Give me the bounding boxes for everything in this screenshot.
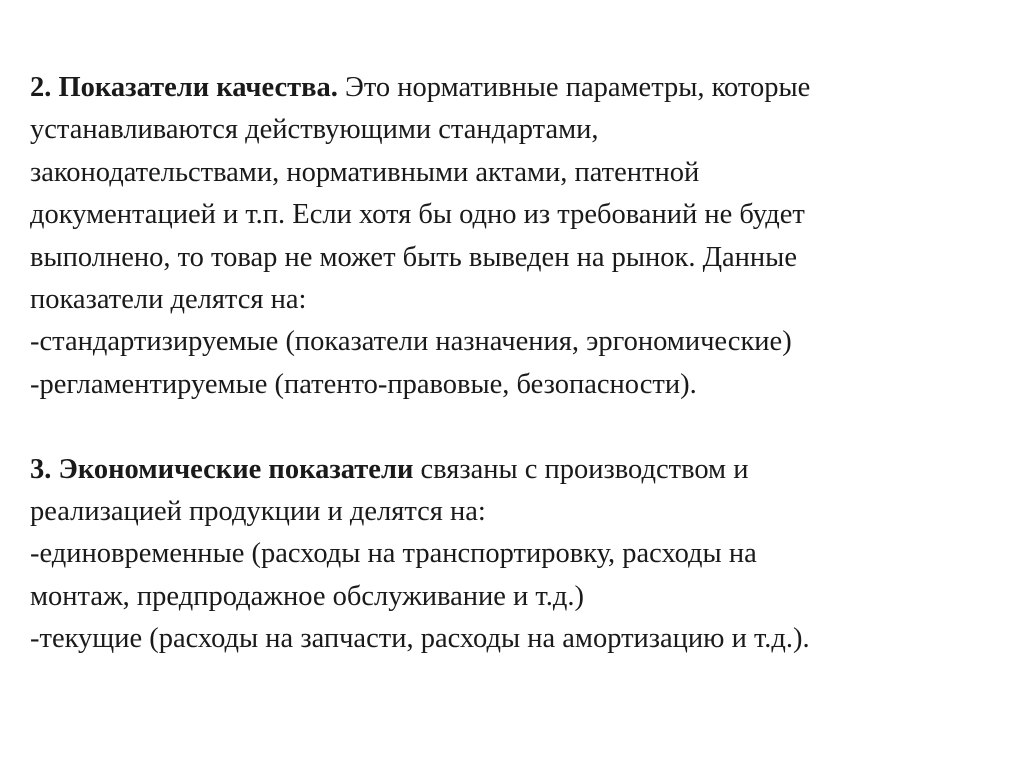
economic-list-item-current: -текущие (расходы на запчасти, расходы на амортизацию и т.д.). [30, 623, 810, 655]
quality-line-1 [30, 67, 1005, 109]
quality-line-2: устанавливаются действующими стандартами, [30, 114, 599, 146]
economic-intro-text: связаны с производством и [413, 453, 749, 485]
quality-list-item-standardized: -стандартизируемые (показатели назначения, эргономические) [30, 326, 792, 358]
slide-text [30, 67, 1005, 660]
economic-line-1 [30, 449, 1005, 491]
quality-line-4: документацией и т.п. Если хотя бы одно из требований не будет [30, 199, 805, 231]
section-spacer [30, 406, 1005, 448]
quality-line-5: выполнено, то товар не может быть выведен на рынок. Данные [30, 241, 797, 273]
economic-list-item-one-time-cont: монтаж, предпродажное обслуживание и т.д.) [30, 580, 584, 612]
economic-line-2: реализацией продукции и делятся на: [30, 495, 486, 527]
economic-heading: 3. Экономические показатели [30, 453, 414, 485]
economic-list-item-one-time: -единовременные (расходы на транспортировку, расходы на [30, 538, 757, 570]
quality-list-item-regulated: -регламентируемые (патенто-правовые, безопасности). [30, 368, 697, 400]
quality-line-6: показатели делятся на: [30, 283, 307, 315]
quality-heading: 2. Показатели качества. [30, 72, 338, 103]
quality-intro-text: Это нормативные параметры, которые [337, 72, 811, 103]
quality-line-3: законодательствами, нормативными актами, патентной [30, 156, 700, 188]
